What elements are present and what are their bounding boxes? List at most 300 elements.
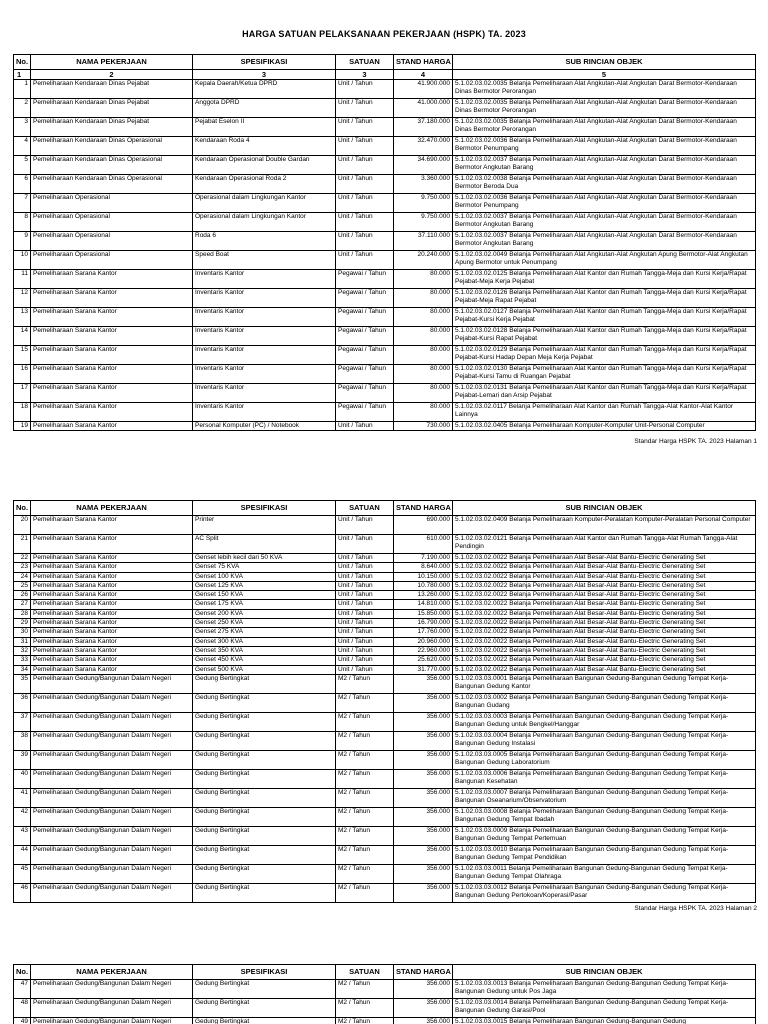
spesifikasi: Gedung Bertingkat (193, 1018, 336, 1024)
column-number: 5 (453, 70, 756, 80)
sub-rincian-objek (453, 346, 756, 365)
uraian-objek: Belanja Pemeliharaan Alat Angkutan-Alat Angkutan Darat Bermotor-Kendaraan Bermotor Beroda Dua (455, 175, 737, 191)
kode-rekening: 5.1.02.03.03.0003 (455, 712, 508, 720)
satuan: M2 / Tahun (336, 980, 394, 999)
kode-rekening: 5.1.02.03.03.0001 (455, 674, 508, 682)
row-number: 22 (14, 554, 31, 563)
row-number: 15 (14, 346, 31, 365)
uraian-objek: Belanja Pemeliharaan Alat Besar-Alat Bantu-Electric Generating Set (509, 665, 706, 673)
spesifikasi: Genset 450 KVA (193, 656, 336, 665)
table-row (14, 712, 756, 731)
satuan: Unit / Tahun (336, 422, 394, 431)
kode-rekening: 5.1.02.03.02.0038 (455, 175, 508, 182)
sub-rincian-objek (453, 693, 756, 712)
row-number: 46 (14, 883, 31, 902)
stand-harga: 356.000 (394, 712, 453, 731)
nama-pekerjaan: Pemeliharaan Gedung/Bangunan Dalam Negeri (31, 864, 193, 883)
nama-pekerjaan: Pemeliharaan Sarana Kantor (31, 656, 193, 665)
row-number: 48 (14, 999, 31, 1018)
nama-pekerjaan: Pemeliharaan Sarana Kantor (31, 637, 193, 646)
table-row (14, 194, 756, 213)
uraian-objek: Belanja Pemeliharaan Alat Kantor dan Rumah Tangga-Meja dan Kursi Kerja/Rapat Pejabat-Kursi Kerja Pejabat (455, 308, 747, 324)
uraian-objek: Belanja Pemeliharaan Alat Besar-Alat Bantu-Electric Generating Set (509, 572, 706, 580)
spesifikasi: Gedung Bertingkat (193, 693, 336, 712)
header-nama-pekerjaan: NAMA PEKERJAAN (31, 965, 193, 980)
stand-harga: 610.000 (394, 535, 453, 554)
header-sub-rincian-objek: SUB RINCIAN OBJEK (453, 965, 756, 980)
kode-rekening: 5.1.02.03.02.0409 (455, 516, 508, 523)
nama-pekerjaan: Pemeliharaan Sarana Kantor (31, 516, 193, 535)
satuan: Pegawai / Tahun (336, 346, 394, 365)
uraian-objek: Belanja Pemeliharaan Alat Angkutan-Alat Angkutan Darat Bermotor-Kendaraan Bermotor Angkutan Barang (455, 232, 737, 248)
kode-rekening: 5.1.02.03.02.0022 (455, 656, 508, 664)
uraian-objek: Belanja Pemeliharaan Bangunan Gedung-Bangunan Gedung Tempat Kerja-Bangunan Gedung Tempat Pendidikan (455, 845, 729, 862)
nama-pekerjaan: Pemeliharaan Sarana Kantor (31, 609, 193, 618)
row-number: 7 (14, 194, 31, 213)
table-row (14, 270, 756, 289)
kode-rekening: 5.1.02.03.02.0130 (455, 365, 508, 372)
row-number: 38 (14, 731, 31, 750)
nama-pekerjaan: Pemeliharaan Sarana Kantor (31, 572, 193, 581)
stand-harga: 10.150.000 (394, 572, 453, 581)
row-number: 44 (14, 845, 31, 864)
uraian-objek: Belanja Pemeliharaan Alat Angkutan-Alat Angkutan Darat Bermotor-Kendaraan Bermotor Angkutan Barang (455, 213, 737, 229)
sub-rincian-objek (453, 156, 756, 175)
sub-rincian-objek (453, 619, 756, 628)
spesifikasi: Gedung Bertingkat (193, 864, 336, 883)
row-number: 20 (14, 516, 31, 535)
row-number: 11 (14, 270, 31, 289)
header-sub-rincian-objek: SUB RINCIAN OBJEK (453, 501, 756, 516)
kode-rekening: 5.1.02.03.03.0010 (455, 845, 508, 853)
uraian-objek: Belanja Pemeliharaan Alat Angkutan-Alat Angkutan Darat Bermotor-Kendaraan Dinas Bermotor Perorangan (455, 99, 737, 115)
table-row (14, 864, 756, 883)
spesifikasi: Genset 150 KVA (193, 591, 336, 600)
nama-pekerjaan: Pemeliharaan Gedung/Bangunan Dalam Negeri (31, 826, 193, 845)
sub-rincian-objek (453, 232, 756, 251)
uraian-objek: Belanja Pemeliharaan Alat Kantor dan Rumah Tangga-Meja dan Kursi Kerja/Rapat Pejabat-Kursi Tamu di Ruangan Pejabat (455, 365, 747, 381)
spesifikasi: Genset lebih kecil dari 50 KVA (193, 554, 336, 563)
spesifikasi: Genset 500 KVA (193, 665, 336, 674)
kode-rekening: 5.1.02.03.02.0126 (455, 289, 508, 296)
uraian-objek: Belanja Pemeliharaan Alat Kantor dan Rumah Tangga-Meja dan Kursi Kerja/Rapat Pejabat-Kursi Rapat Pejabat (455, 327, 747, 343)
satuan: Pegawai / Tahun (336, 289, 394, 308)
row-number: 3 (14, 118, 31, 137)
satuan: Pegawai / Tahun (336, 327, 394, 346)
spesifikasi: Gedung Bertingkat (193, 807, 336, 826)
spesifikasi: Inventaris Kantor (193, 289, 336, 308)
table-row (14, 99, 756, 118)
sub-rincian-objek (453, 980, 756, 999)
kode-rekening: 5.1.02.03.02.0022 (455, 591, 508, 599)
kode-rekening: 5.1.02.03.02.0131 (455, 384, 508, 391)
table-row (14, 693, 756, 712)
kode-rekening: 5.1.02.03.02.0022 (455, 600, 508, 608)
spesifikasi: Inventaris Kantor (193, 270, 336, 289)
satuan: Unit / Tahun (336, 591, 394, 600)
uraian-objek: Belanja Pemeliharaan Alat Angkutan-Alat Angkutan Darat Bermotor-Kendaraan Bermotor Penumpang (455, 194, 737, 210)
uraian-objek: Belanja Pemeliharaan Bangunan Gedung-Bangunan Gedung Tempat Kerja-Bangunan Gedung Garasi/Pool (455, 999, 729, 1015)
uraian-objek: Belanja Pemeliharaan Alat Besar-Alat Bantu-Electric Generating Set (509, 646, 706, 654)
table-row (14, 609, 756, 618)
column-number: 4 (394, 70, 453, 80)
satuan: Unit / Tahun (336, 554, 394, 563)
table-row (14, 665, 756, 674)
sub-rincian-objek (453, 609, 756, 618)
kode-rekening: 5.1.02.03.03.0013 (455, 980, 508, 987)
document-title: HARGA SATUAN PELAKSANAAN PEKERJAAN (HSPK) TA. 2023 (242, 29, 526, 39)
column-number: 2 (31, 70, 193, 80)
spesifikasi: Inventaris Kantor (193, 327, 336, 346)
nama-pekerjaan: Pemeliharaan Sarana Kantor (31, 563, 193, 572)
satuan: M2 / Tahun (336, 807, 394, 826)
row-number: 28 (14, 609, 31, 618)
uraian-objek: Belanja Pemeliharaan Alat Besar-Alat Bantu-Electric Generating Set (509, 600, 706, 608)
satuan: M2 / Tahun (336, 864, 394, 883)
kode-rekening: 5.1.02.03.02.0121 (455, 535, 508, 542)
sub-rincian-objek (453, 712, 756, 731)
header-no: No. (14, 55, 31, 70)
satuan: M2 / Tahun (336, 731, 394, 750)
row-number: 12 (14, 289, 31, 308)
row-number: 33 (14, 656, 31, 665)
nama-pekerjaan: Pemeliharaan Sarana Kantor (31, 535, 193, 554)
row-number: 19 (14, 422, 31, 431)
table-row (14, 807, 756, 826)
stand-harga: 9.750.000 (394, 194, 453, 213)
kode-rekening: 5.1.02.03.02.0022 (455, 665, 508, 673)
sub-rincian-objek (453, 769, 756, 788)
satuan: Pegawai / Tahun (336, 270, 394, 289)
kode-rekening: 5.1.02.03.03.0005 (455, 750, 508, 758)
uraian-objek: Belanja Pemeliharaan Alat Angkutan-Alat Angkutan Apung Bermotor-Alat Angkutan Apung Bermotor untuk Penumpang (455, 251, 748, 267)
kode-rekening: 5.1.02.03.02.0022 (455, 646, 508, 654)
kode-rekening: 5.1.02.03.02.0049 (455, 251, 508, 258)
sub-rincian-objek (453, 665, 756, 674)
table-row (14, 628, 756, 637)
table-row (14, 572, 756, 581)
table-row (14, 118, 756, 137)
nama-pekerjaan: Pemeliharaan Kendaraan Dinas Operasional (31, 156, 193, 175)
satuan: Unit / Tahun (336, 118, 394, 137)
uraian-objek: Belanja Pemeliharaan Alat Kantor dan Rumah Tangga-Alat Kantor-Alat Kantor Lainnya (455, 403, 734, 419)
header-spesifikasi: SPESIFIKASI (193, 55, 336, 70)
table-row (14, 591, 756, 600)
spesifikasi: Roda 6 (193, 232, 336, 251)
satuan: Unit / Tahun (336, 213, 394, 232)
spesifikasi: Gedung Bertingkat (193, 845, 336, 864)
uraian-objek: Belanja Pemeliharaan Bangunan Gedung-Bangunan Gedung Tempat Kerja-Bangunan Gedung Laboratorium (455, 750, 729, 767)
satuan: M2 / Tahun (336, 788, 394, 807)
satuan: M2 / Tahun (336, 769, 394, 788)
sub-rincian-objek (453, 600, 756, 609)
kode-rekening: 5.1.02.03.03.0014 (455, 999, 508, 1006)
row-number: 31 (14, 637, 31, 646)
sub-rincian-objek (453, 646, 756, 655)
satuan: M2 / Tahun (336, 750, 394, 769)
uraian-objek: Belanja Pemeliharaan Alat Kantor dan Rumah Tangga-Meja dan Kursi Kerja/Rapat Pejabat-Meja Kerja Pejabat (455, 270, 747, 286)
sub-rincian-objek (453, 137, 756, 156)
uraian-objek: Belanja Pemeliharaan Komputer-Peralatan Komputer-Peralatan Personal Computer (509, 516, 751, 523)
nama-pekerjaan: Pemeliharaan Operasional (31, 232, 193, 251)
uraian-objek: Belanja Pemeliharaan Bangunan Gedung-Bangunan Gedung Tempat Kerja-Bangunan Gudang (455, 693, 729, 710)
stand-harga: 25.620.000 (394, 656, 453, 665)
uraian-objek: Belanja Pemeliharaan Bangunan Gedung-Bangunan Gedung Tempat Kerja-Bangunan Gedung Kantor (455, 674, 729, 691)
satuan: Unit / Tahun (336, 619, 394, 628)
kode-rekening: 5.1.02.03.02.0129 (455, 346, 508, 353)
table-row (14, 289, 756, 308)
table-row (14, 646, 756, 655)
kode-rekening: 5.1.02.03.03.0011 (455, 864, 507, 872)
kode-rekening: 5.1.02.03.03.0006 (455, 769, 508, 777)
nama-pekerjaan: Pemeliharaan Sarana Kantor (31, 346, 193, 365)
table-row (14, 999, 756, 1018)
table-row (14, 213, 756, 232)
stand-harga: 13.260.000 (394, 591, 453, 600)
sub-rincian-objek (453, 826, 756, 845)
row-number: 34 (14, 665, 31, 674)
spesifikasi: Kepala Daerah/Ketua DPRD (193, 80, 336, 99)
spesifikasi: Inventaris Kantor (193, 384, 336, 403)
stand-harga: 32.470.000 (394, 137, 453, 156)
stand-harga: 10.780.000 (394, 581, 453, 590)
stand-harga: 80.000 (394, 346, 453, 365)
sub-rincian-objek (453, 750, 756, 769)
table-row (14, 403, 756, 422)
row-number: 39 (14, 750, 31, 769)
header-sub-rincian-objek: SUB RINCIAN OBJEK (453, 55, 756, 70)
table-row (14, 327, 756, 346)
sub-rincian-objek (453, 175, 756, 194)
kode-rekening: 5.1.02.03.02.0037 (455, 213, 508, 220)
header-stand-harga: STAND HARGA (394, 55, 453, 70)
row-number: 5 (14, 156, 31, 175)
stand-harga: 356.000 (394, 788, 453, 807)
kode-rekening: 5.1.02.03.02.0037 (455, 232, 508, 239)
sub-rincian-objek (453, 674, 756, 693)
stand-harga: 41.900.000 (394, 80, 453, 99)
table-row (14, 731, 756, 750)
stand-harga: 16.790.000 (394, 619, 453, 628)
stand-harga: 20.240.000 (394, 251, 453, 270)
kode-rekening: 5.1.02.03.02.0035 (455, 80, 508, 87)
kode-rekening: 5.1.02.03.03.0008 (455, 807, 508, 815)
spesifikasi: Genset 350 KVA (193, 646, 336, 655)
table-row (14, 535, 756, 554)
header-no: No. (14, 501, 31, 516)
stand-harga: 3.360.000 (394, 175, 453, 194)
row-number: 41 (14, 788, 31, 807)
satuan: M2 / Tahun (336, 1018, 394, 1024)
satuan: Unit / Tahun (336, 99, 394, 118)
stand-harga: 31.770.000 (394, 665, 453, 674)
uraian-objek: Belanja Pemeliharaan Komputer-Komputer Unit-Personal Computer (509, 422, 705, 429)
stand-harga: 80.000 (394, 270, 453, 289)
uraian-objek: Belanja Pemeliharaan Alat Besar-Alat Bantu-Electric Generating Set (509, 581, 706, 589)
column-number: 1 (14, 70, 31, 80)
satuan: Unit / Tahun (336, 251, 394, 270)
row-number: 13 (14, 308, 31, 327)
nama-pekerjaan: Pemeliharaan Gedung/Bangunan Dalam Negeri (31, 750, 193, 769)
stand-harga: 356.000 (394, 693, 453, 712)
kode-rekening: 5.1.02.03.02.0125 (455, 270, 508, 277)
uraian-objek: Belanja Pemeliharaan Bangunan Gedung-Bangunan Gedung Tempat Kerja-Bangunan Gedung Tempat Pertemuan (455, 826, 729, 843)
spesifikasi: Genset 175 KVA (193, 600, 336, 609)
row-number: 35 (14, 674, 31, 693)
table-row (14, 769, 756, 788)
row-number: 42 (14, 807, 31, 826)
uraian-objek: Belanja Pemeliharaan Alat Kantor dan Rumah Tangga-Meja dan Kursi Kerja/Rapat Pejabat-Meja Rapat Pejabat (455, 289, 747, 305)
uraian-objek: Belanja Pemeliharaan Alat Besar-Alat Bantu-Electric Generating Set (509, 609, 706, 617)
nama-pekerjaan: Pemeliharaan Sarana Kantor (31, 581, 193, 590)
uraian-objek: Belanja Pemeliharaan Alat Angkutan-Alat Angkutan Darat Bermotor-Kendaraan Dinas Bermotor Perorangan (455, 118, 737, 134)
spesifikasi: Inventaris Kantor (193, 308, 336, 327)
header-row (14, 55, 756, 70)
table-row (14, 619, 756, 628)
nama-pekerjaan: Pemeliharaan Gedung/Bangunan Dalam Negeri (31, 731, 193, 750)
spesifikasi: Speed Boat (193, 251, 336, 270)
nama-pekerjaan: Pemeliharaan Operasional (31, 213, 193, 232)
spesifikasi: Genset 200 KVA (193, 609, 336, 618)
nama-pekerjaan: Pemeliharaan Gedung/Bangunan Dalam Negeri (31, 769, 193, 788)
spesifikasi: Genset 300 KVA (193, 637, 336, 646)
stand-harga: 8.640.000 (394, 563, 453, 572)
column-number: 3 (193, 70, 336, 80)
kode-rekening: 5.1.02.03.02.0022 (455, 554, 508, 561)
table-row (14, 554, 756, 563)
stand-harga: 37.110.000 (394, 232, 453, 251)
row-number: 9 (14, 232, 31, 251)
sub-rincian-objek (453, 864, 756, 883)
stand-harga: 356.000 (394, 999, 453, 1018)
sub-rincian-objek (453, 637, 756, 646)
table-row (14, 422, 756, 431)
stand-harga: 690.000 (394, 516, 453, 535)
uraian-objek: Belanja Pemeliharaan Alat Angkutan-Alat Angkutan Darat Bermotor-Kendaraan Bermotor Penumpang (455, 137, 737, 153)
nama-pekerjaan: Pemeliharaan Sarana Kantor (31, 365, 193, 384)
uraian-objek: Belanja Pemeliharaan Bangunan Gedung-Bangunan Gedung Tempat Kerja-Bangunan Kesehatan (455, 769, 729, 786)
spesifikasi: Genset 75 KVA (193, 563, 336, 572)
table-row (14, 251, 756, 270)
column-number: 3 (336, 70, 394, 80)
sub-rincian-objek (453, 118, 756, 137)
uraian-objek: Belanja Pemeliharaan Alat Kantor dan Rumah Tangga-Meja dan Kursi Kerja/Rapat Pejabat-Kursi Hadap Depan Meja Kerja Pejabat (455, 346, 747, 362)
row-number: 49 (14, 1018, 31, 1024)
satuan: Unit / Tahun (336, 572, 394, 581)
table-row (14, 637, 756, 646)
table-row (14, 1018, 756, 1024)
sub-rincian-objek (453, 883, 756, 902)
satuan: Unit / Tahun (336, 656, 394, 665)
row-number: 43 (14, 826, 31, 845)
column-number-row (14, 70, 756, 80)
stand-harga: 80.000 (394, 308, 453, 327)
uraian-objek: Belanja Pemeliharaan Alat Besar-Alat Bantu-Electric Generating Set (509, 656, 706, 664)
spesifikasi: Kendaraan Operasional Double Gardan (193, 156, 336, 175)
spesifikasi: Kendaraan Operasional Roda 2 (193, 175, 336, 194)
spesifikasi: Pejabat Eselon II (193, 118, 336, 137)
table-row (14, 346, 756, 365)
satuan: M2 / Tahun (336, 693, 394, 712)
stand-harga: 356.000 (394, 674, 453, 693)
spesifikasi: Inventaris Kantor (193, 346, 336, 365)
header-spesifikasi: SPESIFIKASI (193, 501, 336, 516)
stand-harga: 80.000 (394, 384, 453, 403)
row-number: 40 (14, 769, 31, 788)
kode-rekening: 5.1.02.03.02.0037 (455, 156, 508, 163)
sub-rincian-objek (453, 403, 756, 422)
table-row (14, 600, 756, 609)
row-number: 16 (14, 365, 31, 384)
sub-rincian-objek (453, 251, 756, 270)
sub-rincian-objek (453, 99, 756, 118)
stand-harga: 17.760.000 (394, 628, 453, 637)
row-number: 29 (14, 619, 31, 628)
spesifikasi: Gedung Bertingkat (193, 788, 336, 807)
stand-harga: 80.000 (394, 403, 453, 422)
nama-pekerjaan: Pemeliharaan Sarana Kantor (31, 665, 193, 674)
sub-rincian-objek (453, 999, 756, 1018)
kode-rekening: 5.1.02.03.02.0127 (455, 308, 508, 315)
sub-rincian-objek (453, 572, 756, 581)
sub-rincian-objek (453, 194, 756, 213)
kode-rekening: 5.1.02.03.02.0022 (455, 628, 508, 636)
spesifikasi: Inventaris Kantor (193, 365, 336, 384)
kode-rekening: 5.1.02.03.03.0012 (455, 883, 508, 891)
table-row (14, 384, 756, 403)
nama-pekerjaan: Pemeliharaan Gedung/Bangunan Dalam Negeri (31, 674, 193, 693)
satuan: Unit / Tahun (336, 628, 394, 637)
stand-harga: 356.000 (394, 845, 453, 864)
spesifikasi: Gedung Bertingkat (193, 999, 336, 1018)
table-row (14, 883, 756, 902)
nama-pekerjaan: Pemeliharaan Sarana Kantor (31, 646, 193, 655)
table-row (14, 581, 756, 590)
satuan: Unit / Tahun (336, 156, 394, 175)
nama-pekerjaan: Pemeliharaan Operasional (31, 194, 193, 213)
table-row (14, 232, 756, 251)
spesifikasi: Operasional dalam Lingkungan Kantor (193, 194, 336, 213)
satuan: Unit / Tahun (336, 665, 394, 674)
stand-harga: 14.810.000 (394, 600, 453, 609)
sub-rincian-objek (453, 1018, 756, 1024)
stand-harga: 356.000 (394, 826, 453, 845)
table-row (14, 750, 756, 769)
row-number: 25 (14, 581, 31, 590)
spesifikasi: Printer (193, 516, 336, 535)
nama-pekerjaan: Pemeliharaan Gedung/Bangunan Dalam Negeri (31, 712, 193, 731)
uraian-objek: Belanja Pemeliharaan Alat Kantor dan Rumah Tangga-Alat Rumah Tangga-Alat Pendingin (455, 535, 738, 551)
stand-harga: 356.000 (394, 1018, 453, 1024)
satuan: Unit / Tahun (336, 600, 394, 609)
satuan: Unit / Tahun (336, 175, 394, 194)
satuan: Unit / Tahun (336, 137, 394, 156)
nama-pekerjaan: Pemeliharaan Sarana Kantor (31, 384, 193, 403)
sub-rincian-objek (453, 327, 756, 346)
kode-rekening: 5.1.02.03.03.0004 (455, 731, 508, 739)
hspk-table-page-2 (13, 500, 756, 903)
row-number: 2 (14, 99, 31, 118)
satuan: Unit / Tahun (336, 194, 394, 213)
satuan: M2 / Tahun (336, 826, 394, 845)
nama-pekerjaan: Pemeliharaan Gedung/Bangunan Dalam Negeri (31, 845, 193, 864)
satuan: Unit / Tahun (336, 609, 394, 618)
row-number: 32 (14, 646, 31, 655)
row-number: 36 (14, 693, 31, 712)
table-row (14, 788, 756, 807)
row-number: 37 (14, 712, 31, 731)
stand-harga: 80.000 (394, 365, 453, 384)
